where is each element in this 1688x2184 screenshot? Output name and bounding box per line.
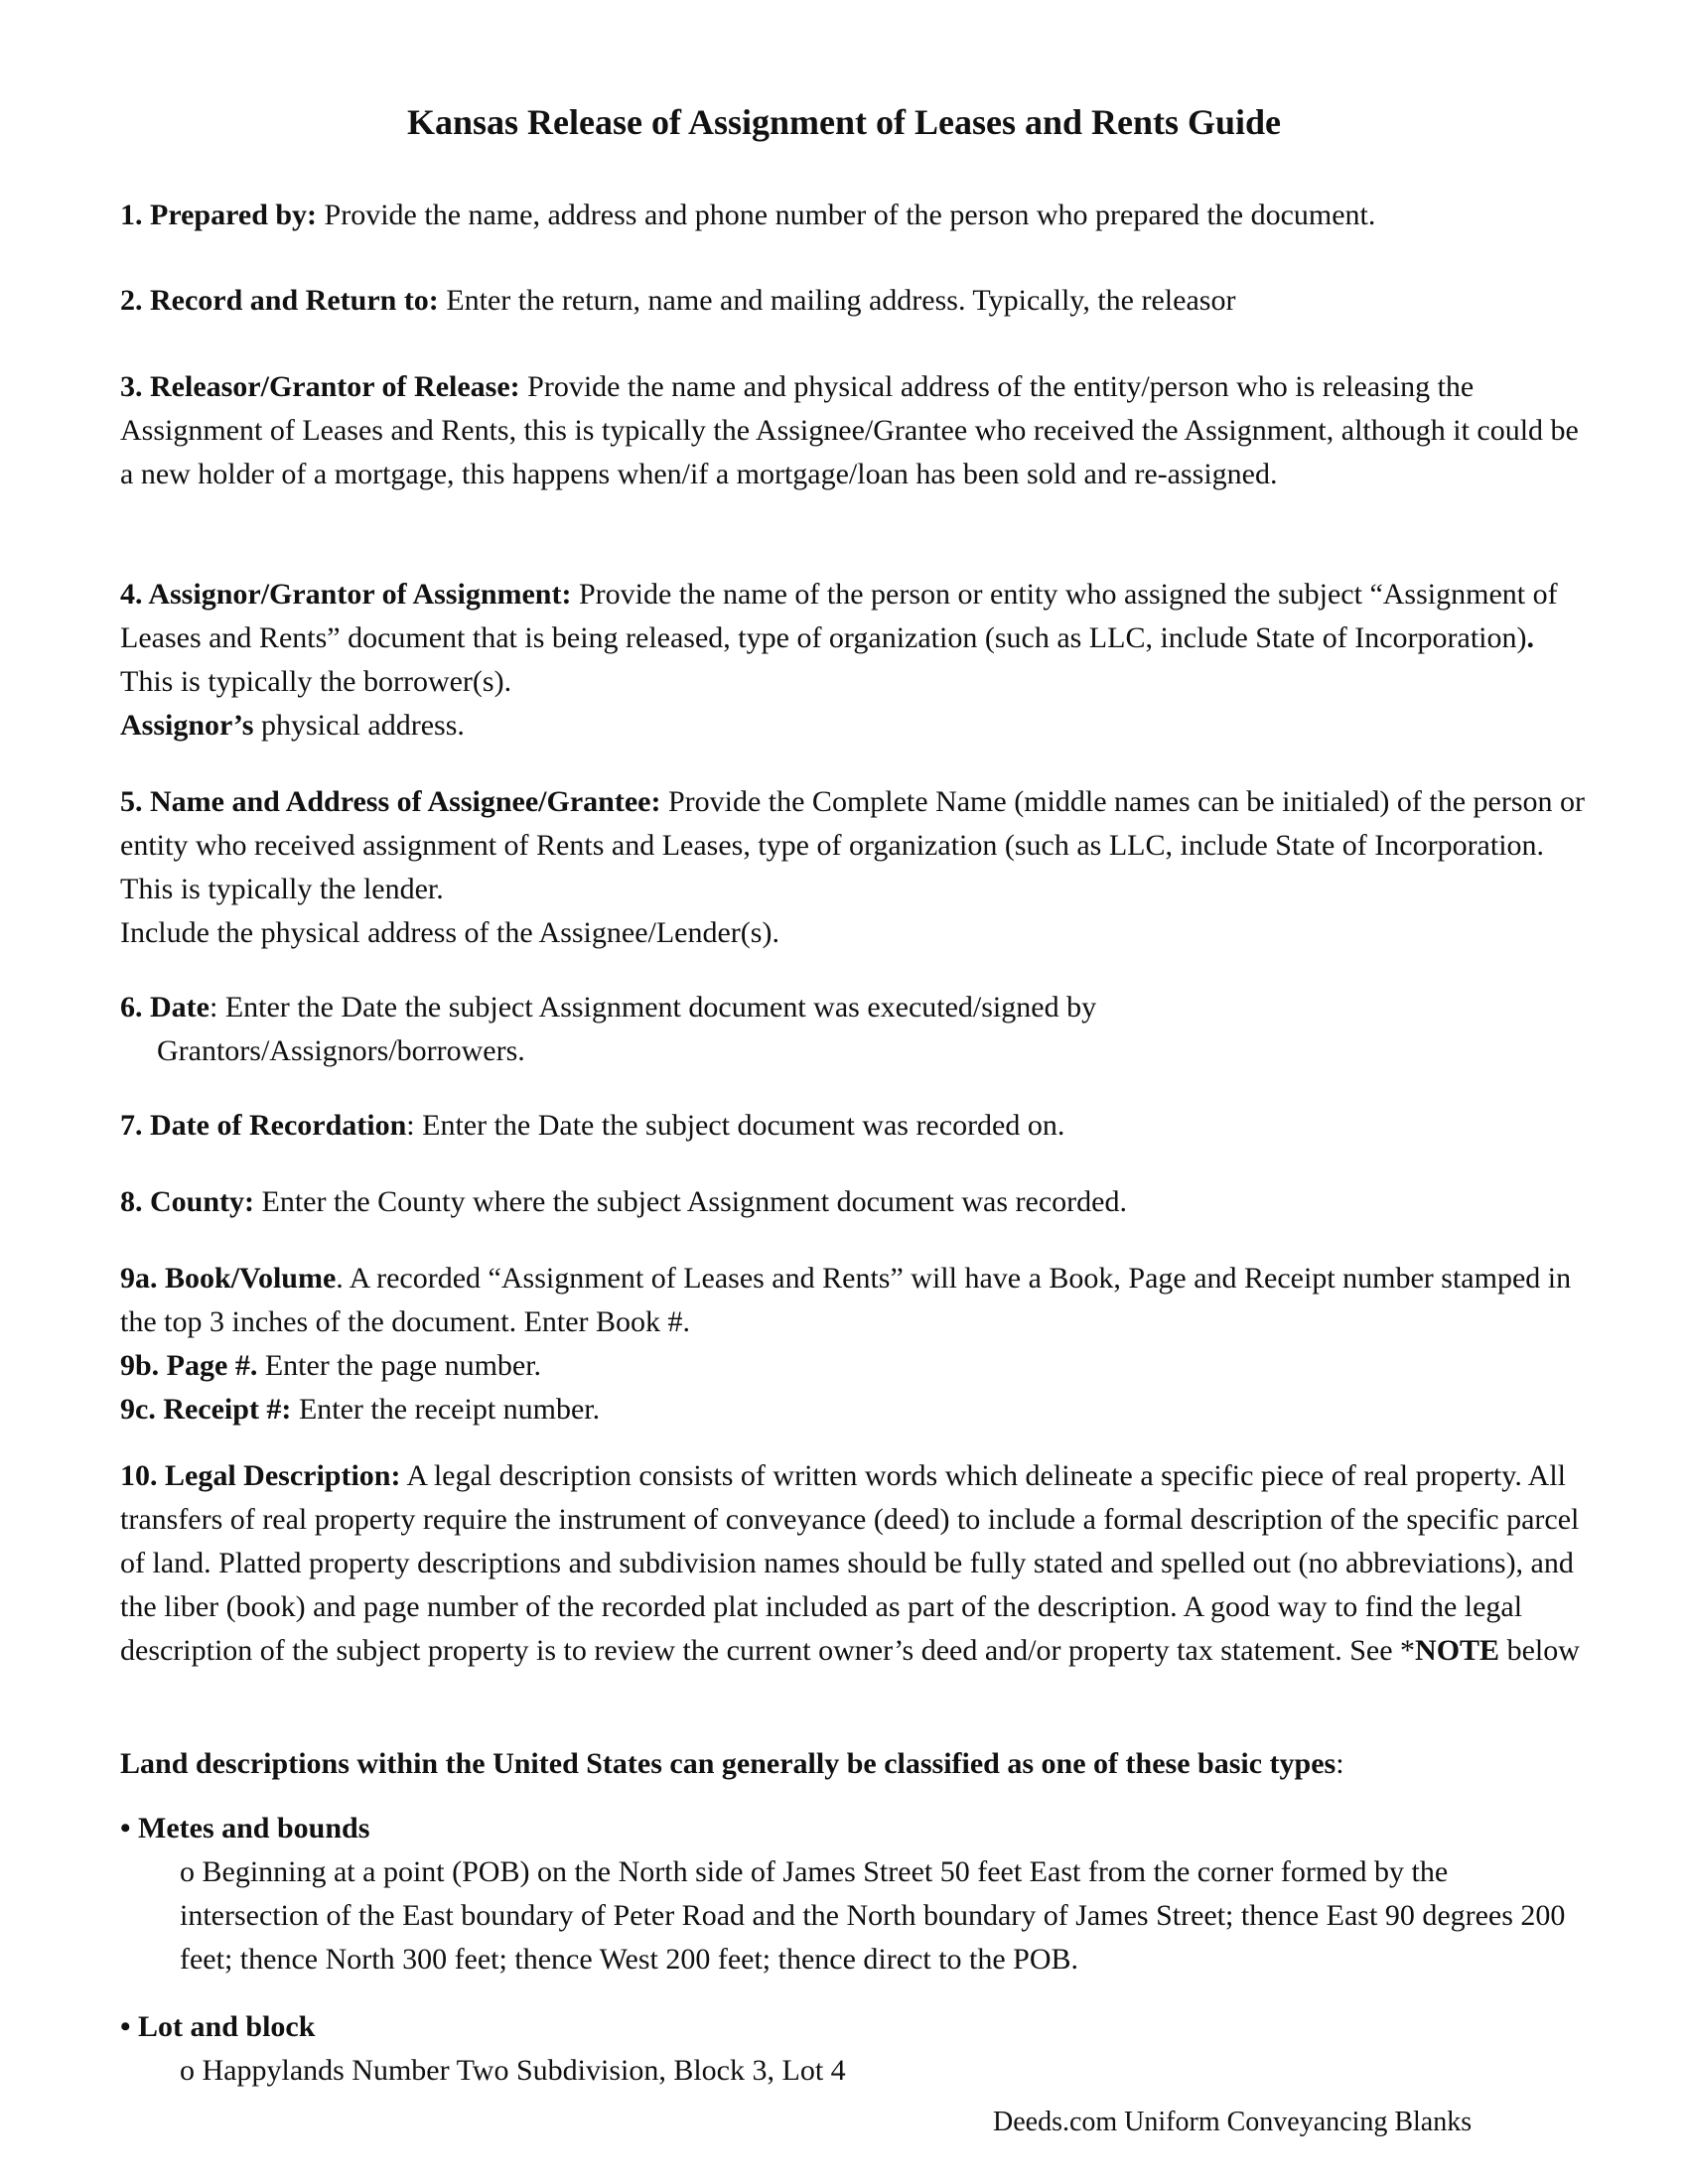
section-text: Enter the receipt number. xyxy=(291,1393,601,1426)
sub-bullet-icon: o xyxy=(180,1855,195,1888)
section-assignee xyxy=(120,780,1590,955)
section-label: 8. County: xyxy=(120,1185,255,1218)
section-releasor xyxy=(120,365,1590,496)
section-label: 6. Date xyxy=(120,991,210,1024)
section-text: Enter the County where the subject Assignment document was recorded. xyxy=(254,1185,1127,1218)
section-label: 10. Legal Description: xyxy=(120,1459,401,1492)
assignor-address-text: physical address. xyxy=(253,709,465,742)
section-label: 1. Prepared by: xyxy=(120,199,318,231)
list-item-label: Lot and block xyxy=(138,2010,316,2043)
note-label: NOTE xyxy=(1415,1634,1500,1667)
section-text: : Enter the Date the subject Assignment document was executed/signed by xyxy=(209,991,1097,1024)
section-text: . A recorded “Assignment of Leases and Rents” will have a Book, Page and Receipt number stamped in the top 3 inches of the document. Enter Book #. xyxy=(120,1262,1572,1338)
section-text: Enter the page number. xyxy=(257,1349,542,1382)
section-text: Provide the name and physical address of the entity/person who is releasing the Assignment of Leases and Rents, this is typically the Assignee/Grantee who received the Assignment, although it could be a new holder of a mortgage, this happens when/if a mortgage/loan has been sold and re-assigned. xyxy=(120,370,1579,490)
section-text: A legal description consists of written words which delineate a specific piece of real property. All transfers of real property require the instrument of conveyance (deed) to include a formal description of the specific parcel of land. Platted property descriptions and subdivision names should be fully stated and spelled out (no abbreviations), and the liber (book) and page number of the recorded plat included as part of the description. A good way to find the legal description of the subject property is to review the current owner’s deed and/or property tax statement. See * xyxy=(120,1459,1580,1667)
assignee-address-text: Include the physical address of the Assignee/Lender(s). xyxy=(120,916,779,949)
section-county xyxy=(120,1180,1590,1224)
section-text: Provide the name of the person or entity who assigned the subject “Assignment of Leases and Rents” document that is being released, type of organization (such as LLC, include State of Incorporation) xyxy=(120,578,1558,654)
section-label: 7. Date of Recordation xyxy=(120,1109,407,1142)
section-label: 5. Name and Address of Assignee/Grantee: xyxy=(120,785,661,818)
bullet-icon: • xyxy=(120,2010,131,2043)
page-footer: Deeds.com Uniform Conveyancing Blanks xyxy=(993,2107,1473,2137)
section-book-page-receipt xyxy=(120,1257,1590,1432)
section-label: 3. Releasor/Grantor of Release: xyxy=(120,370,520,403)
bullet-icon: • xyxy=(120,1812,131,1844)
section-text-continued: Grantors/Assignors/borrowers. xyxy=(157,1034,525,1067)
section-label: 9b. Page #. xyxy=(120,1349,258,1382)
section-legal-description xyxy=(120,1454,1590,1673)
section-bold-period: . xyxy=(1526,621,1535,654)
section-date xyxy=(120,986,1590,1073)
section-label: 4. Assignor/Grantor of Assignment: xyxy=(120,578,572,611)
section-label: 9a. Book/Volume xyxy=(120,1262,337,1295)
page-title: Kansas Release of Assignment of Leases and Rents Guide xyxy=(406,102,1282,142)
section-date-of-recordation xyxy=(120,1104,1590,1148)
list-item-label: Metes and bounds xyxy=(138,1812,370,1844)
section-text: Provide the Complete Name (middle names can be initialed) of the person or entity who received assignment of Rents and Leases, type of organization (such as LLC, include State of Incorporation. This is typically the lender. xyxy=(120,785,1586,905)
section-text: : Enter the Date the subject document was recorded on. xyxy=(406,1109,1065,1142)
section-record-return xyxy=(120,279,1590,323)
assignor-label: Assignor’s xyxy=(120,709,254,742)
land-heading-colon: : xyxy=(1336,1747,1344,1780)
section-label: 2. Record and Return to: xyxy=(120,284,439,317)
section-text: Enter the return, name and mailing address. Typically, the releasor xyxy=(438,284,1236,317)
section-text: Provide the name, address and phone number of the person who prepared the document. xyxy=(317,199,1376,231)
section-prepared-by xyxy=(120,194,1590,237)
land-heading-text: Land descriptions within the United States can generally be classified as one of these basic types xyxy=(120,1747,1336,1780)
list-item-text: Happylands Number Two Subdivision, Block 3, Lot 4 xyxy=(202,2054,846,2087)
sub-bullet-icon: o xyxy=(180,2054,195,2087)
section-text-end: below xyxy=(1499,1634,1580,1667)
list-item-text: Beginning at a point (POB) on the North side of James Street 50 feet East from the corner formed by the intersection of the East boundary of Peter Road and the North boundary of James Street; thence East 90 degrees 200 feet; thence North 300 feet; thence West 200 feet; thence direct to the POB. xyxy=(180,1855,1566,1976)
section-label: 9c. Receipt #: xyxy=(120,1393,292,1426)
metes-and-bounds xyxy=(120,1807,1590,1981)
land-descriptions-heading xyxy=(120,1742,1590,1786)
section-text-continued: This is typically the borrower(s). xyxy=(120,665,512,698)
section-assignor xyxy=(120,573,1590,748)
lot-and-block xyxy=(120,2005,1590,2093)
